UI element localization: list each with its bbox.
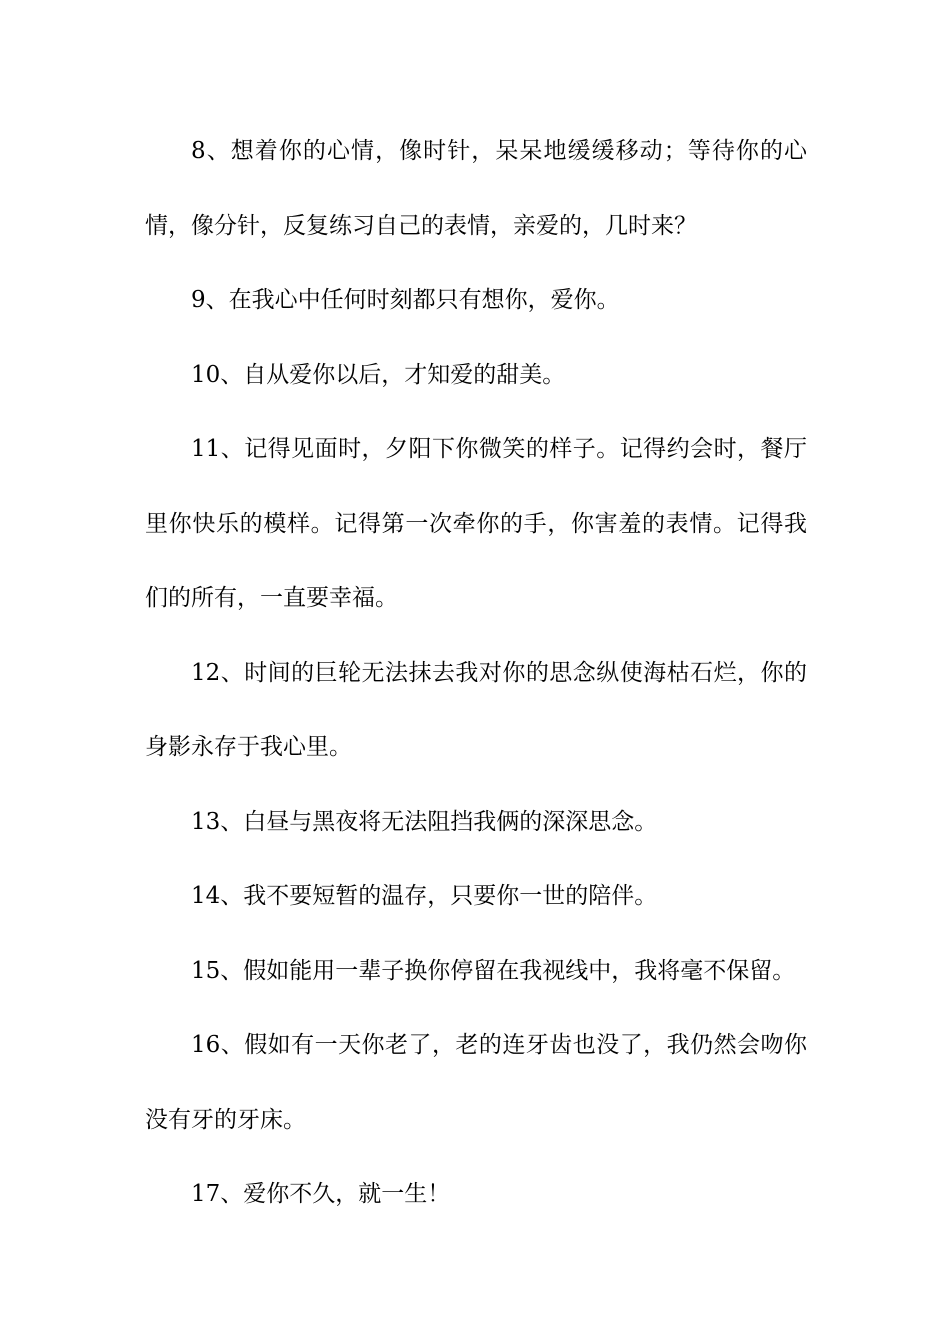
paragraph-14: 14、我不要短暂的温存，只要你一世的陪伴。 xyxy=(191,883,658,909)
paragraph-13: 13、白昼与黑夜将无法阻挡我俩的深深思念。 xyxy=(191,808,658,835)
paragraph-17: 17、爱你不久，就一生！ xyxy=(191,1181,451,1207)
paragraph-12: 12、时间的巨轮无法抹去我对你的思念纵使海枯石烂，你的身影永存于我心里。 xyxy=(145,659,807,760)
paragraph-16: 16、假如有一天你老了，老的连牙齿也没了，我仍然会吻你没有牙的牙床。 xyxy=(145,1032,807,1133)
paragraph-10: 10、自从爱你以后，才知爱的甜美。 xyxy=(191,361,566,388)
paragraph-11: 11、记得见面时，夕阳下你微笑的样子。记得约会时，餐厅里你快乐的模样。记得第一次牵你的手，你害羞的表情。记得我们的所有，一直要幸福。 xyxy=(145,436,807,611)
paragraph-8: 8、想着你的心情，像时针，呆呆地缓缓移动；等待你的心情，像分针，反复练习自己的表情，亲爱的，几时来？ xyxy=(145,138,807,239)
document-body xyxy=(145,114,807,1232)
paragraph-9: 9、在我心中任何时刻都只有想你，爱你。 xyxy=(191,287,620,313)
paragraph-15: 15、假如能用一辈子换你停留在我视线中，我将毫不保留。 xyxy=(191,957,796,984)
